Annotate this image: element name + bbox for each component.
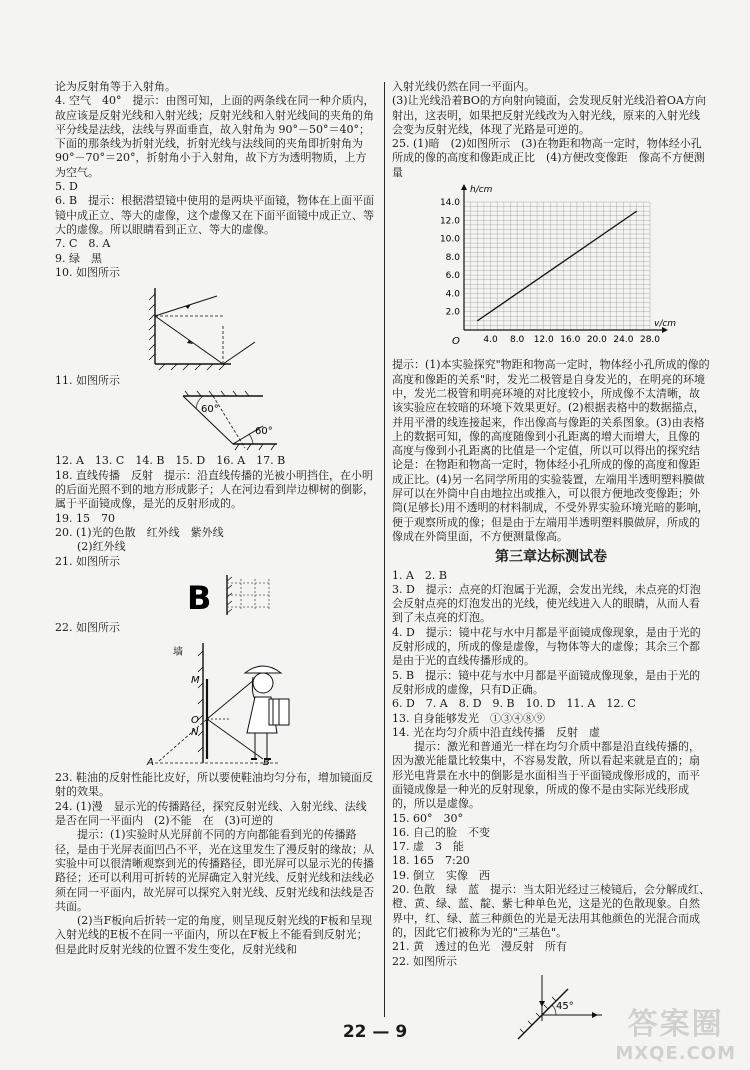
y-axis-arrow (461, 184, 467, 190)
right-items-c (392, 569, 710, 969)
fig22-b-label: B (263, 757, 270, 769)
y-tick-label: 14.0 (439, 198, 460, 209)
answer-item: 5. D (55, 180, 78, 194)
x-tick-label: 12.0 (533, 335, 554, 346)
figure-22-diagram (55, 637, 375, 769)
answer-item: 提示：激光和普通光一样在均匀介质中都是沿直线传播的，因为激光能量比较集中，不容易发散，所以看起来就是直的；扇形光电背景在水中的倒影是水面相当于平面镜成像形成的，而平面镜成像是一种光的反射现象，所成的像不是由实际光线形成的，所以是虚像。 (392, 740, 700, 811)
y-tick-label: 4.0 (445, 289, 460, 300)
figure-11-diagram (55, 390, 375, 452)
right-column (392, 80, 710, 1043)
answer-item: 论为反射角等于入射角。 (55, 80, 176, 93)
column-divider (384, 82, 385, 1017)
section-title: 第三章达标测试卷 (495, 549, 607, 566)
answer-item: 10. 如图所示 (55, 265, 120, 279)
fig21-letter: B (187, 578, 212, 617)
fig22-o-label: O (191, 715, 199, 727)
x-tick-label: 4.0 (483, 335, 498, 346)
answer-item: 23. 鞋油的反射性能比皮好，所以要使鞋油均匀分布，增加镜面反射的效果。 (55, 771, 373, 799)
answer-item: 6. D 7. A 8. D 9. B 10. D 11. A 12. C (392, 697, 636, 711)
answer-item: 4. D 提示：镜中花与水中月都是平面镜成像现象，是由于光的反射形成的，所成的像是虚像，与物体等大的虚像；其余三个都是由于光的直线传播形成的。 (392, 625, 701, 668)
answer-item: 16. 自己的脸 不变 (392, 825, 490, 839)
origin-label: O (452, 336, 460, 348)
h-v-chart (422, 182, 710, 356)
answer-item: 11. 如图所示 (55, 374, 120, 388)
answer-item: 21. 如图所示 (55, 554, 120, 568)
girl-figure (245, 666, 289, 759)
answer-item: 24. (1)漫 显示光的传播路径，探究反射光线、入射光线、法线是否在同一平面内 (2)不能 在 (3)可逆的 (55, 799, 367, 828)
answer-item: 19. 15 70 (55, 511, 115, 525)
h-v-chart-svg (422, 182, 677, 352)
y-tick-label: 10.0 (439, 234, 460, 245)
right-items-a (392, 80, 710, 180)
x-tick-label: 16.0 (560, 335, 581, 346)
page-number: 22 — 9 (342, 1022, 408, 1042)
figure-10-diagram (55, 282, 375, 372)
answer-item: 13. 自身能够发光 ①③④⑧⑨ (392, 711, 545, 725)
fig11-angle-bottom: 60° (255, 426, 273, 438)
answer-item: 4. 空气 40° 提示：由图可知，上面的两条线在同一种介质内，故应该是反射光线和入射光线；反射光线和入射光线间的夹角的角平分线是法线，法线与界面垂直，故入射角为 90°－50°＝40°；下面的那条线为折射光线，折射光线与法线间的夹角即折射角为 90°－70°＝20°，折射角小于入射角，故下方为透明物质，上方为空气。 (55, 94, 375, 179)
answer-item: 提示：(1)本实验探究"物距和物高一定时，物体经小孔所成的像的高度和像距的关系"时，发光二极管是自身发光的，在明亮的环境中，发光二极管和明亮环境的对比度较小，所成像不太清晰，故该实验应在较暗的环境下效果更好。(2)根据表格中的数据描点，并用平滑的线连接起来，作出像高与像距的关系图象。(3)由表格上的数据可知，像的高度随像到小孔距离的增大而增大，且像的高度与像到小孔距离的比值是一个定值，所以可以得出的探究结论是：在物距和物高一定时，物体经小孔所成的像的高度和像距成正比。(4)另一名同学所用的实验装置，左端用半透明塑料膜做屏可以在外筒中自由地拉出或推入，可以很方便地改变像距；外筒(足够长)用不透明的材料制成，不受外界实验环境光暗的影响，便于观察所成的像；但是由于左端用半透明塑料膜做屏，所成的像成在外筒里面，不方便测量像高。 (392, 358, 710, 543)
answer-item: 提示：(1)实验时从光屏前不同的方向都能看到光的传播路径，是由于光屏表面凹凸不平，光在这里发生了漫反射的缘故；从实验中可以很清晰观察到光的传播路径，即光屏可以显示光的传播路径；还可以利用可折转的光屏确定入射光线、反射光线和法线必须在同一平面内，故光屏可以探究入射光线、反射光线和法线是否共面。 (55, 828, 374, 913)
answer-item: (2)当F板向后折转一定的角度，则呈现反射光线的F板和呈现入射光线的E板不在同一平面内，所以在F板上不能看到反射光；但是此时反射光线的位置不发生变化，反射光线和 (55, 914, 372, 956)
x-tick-label: 8.0 (509, 335, 525, 346)
figure-11 (55, 390, 375, 452)
left-items-e (55, 771, 375, 957)
answer-item: 7. C 8. A (55, 237, 111, 251)
y-tick-label: 12.0 (439, 216, 460, 227)
answer-item: 21. 黄 透过的色光 漫反射 所有 (392, 940, 567, 954)
figure-21 (55, 571, 375, 619)
answer-item: 入射光线仍然在同一平面内。 (392, 80, 535, 93)
left-items-a (55, 80, 375, 280)
answer-item: 22. 如图所示 (392, 954, 457, 968)
left-items-b (55, 374, 375, 388)
y-tick-label: 2.0 (445, 307, 460, 318)
fig22-n-label: N (191, 727, 199, 739)
answer-item: 22. 如图所示 (55, 620, 120, 634)
answer-item: 20. 色散 绿 蓝 提示：当太阳光经过三棱镜后，会分解成红、橙、黄、绿、蓝、靛、紫七种单色光，这是光的色散现象。自然界中，红、绿、蓝三种颜色的光是无法用其他颜色的光混合而成的，因此它们被称为光的"三基色"。 (392, 883, 710, 939)
answer-item: 12. A 13. C 14. B 15. D 16. A 17. B (55, 454, 286, 468)
figure-10 (55, 282, 375, 372)
y-tick-label: 6.0 (445, 271, 460, 282)
answer-item: 25. (1)暗 (2)如图所示 (3)在物距和物高一定时，物体经小孔所成的像的高度和像距成正比 (4)方便改变像距 像高不方便测量 (392, 137, 705, 179)
x-axis-label: v/cm (654, 319, 677, 330)
left-column (55, 80, 375, 957)
x-tick-label: 28.0 (639, 335, 661, 346)
answer-item: 18. 直线传播 反射 提示：沿直线传播的光被小明挡住，在小明的后面光照不到的地方形成影子；人在河边看到岸边柳树的倒影，属于平面镜成像，是光的反射形成的。 (55, 468, 374, 511)
answer-item: 5. B 提示：镜中花与水中月都是平面镜成像现象，是由于光的反射形成的虚像，只有D正确。 (392, 668, 701, 696)
y-tick-label: 8.0 (445, 252, 460, 263)
fig22-wall-label: 墙 (173, 647, 183, 659)
fig22-m-label: M (191, 675, 200, 687)
watermark-text: 答案圈 (627, 1007, 724, 1042)
figure-22 (55, 637, 375, 769)
answer-item: (3)让光线沿着BO的方向射向镜面，会发现反射光线沿着OA方向射出，这表明，如果把反射光线改为入射光线，原来的入射光线会变为反射光线，体现了光路是可逆的。 (392, 94, 706, 136)
answer-item: 17. 虚 3 能 (392, 840, 464, 854)
left-items-d (55, 621, 375, 635)
answer-item: 19. 倒立 实像 西 (392, 868, 490, 882)
answer-item: 20. (1)光的色散 红外线 紫外线 (55, 525, 224, 539)
answer-item: 6. B 提示：根据潜望镜中使用的是两块平面镜，物体在上面平面镜中成正立、等大的虚像，这个虚像又在下面平面镜中成正立、等大的虚像。所以眼睛看到正立、等大的虚像。 (55, 194, 375, 236)
x-tick-label: 20.0 (586, 335, 607, 346)
x-tick-label: 24.0 (613, 335, 634, 346)
watermark-url: MXQE.COM (615, 1043, 736, 1064)
fig-right22-angle: 45° (556, 1000, 574, 1012)
fig22-a-label: A (147, 757, 154, 769)
answer-item: 3. D 提示：点亮的灯泡属于光源，会发出光线，未点亮的灯泡会反射点亮的灯泡发出的光线，使光线进入人的眼睛，从而人看到了未点亮的灯泡。 (392, 582, 701, 625)
fig11-angle-top: 60° (201, 404, 219, 416)
answer-item: 15. 60° 30° (392, 811, 463, 825)
y-axis-label: h/cm (470, 185, 493, 196)
answer-item: 9. 绿 黑 (55, 251, 102, 265)
answer-item: 14. 光在均匀介质中沿直线传播 反射 虚 (392, 725, 600, 739)
left-items-c (55, 454, 375, 568)
answer-item: 1. A 2. B (392, 568, 448, 582)
figure-21-diagram (55, 571, 375, 619)
watermark-logo (615, 999, 736, 1064)
answer-item: (2)红外线 (55, 540, 126, 554)
right-items-b (392, 358, 710, 544)
answer-item: 18. 165 7:20 (392, 854, 470, 868)
